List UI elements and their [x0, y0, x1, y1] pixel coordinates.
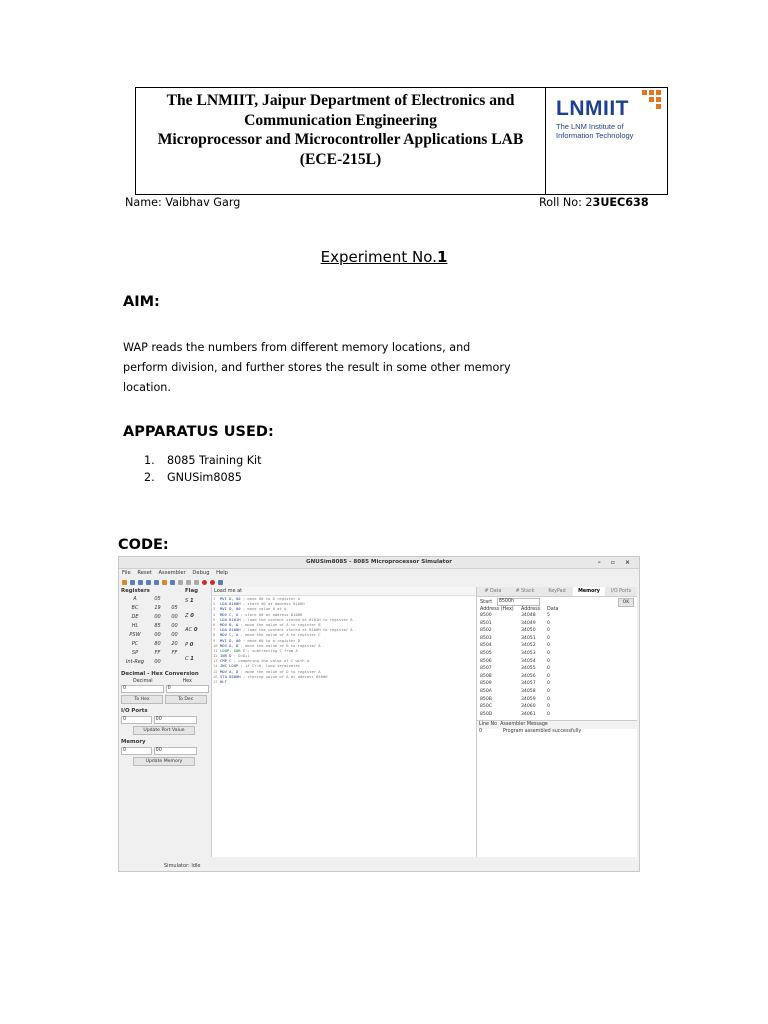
update-memory-button[interactable]: Update Memory [133, 757, 195, 766]
title-line: (ECE-215L) [299, 150, 382, 168]
registers-label: Registers [121, 588, 150, 594]
memory-table [477, 612, 637, 718]
code-line: 11 LOOP: SUB C ; subtracting C from A [213, 647, 298, 653]
save-as-icon[interactable] [146, 580, 151, 585]
flag-p: P 0 [185, 641, 194, 648]
update-port-button[interactable]: Update Port Value [133, 726, 195, 735]
code-line: 8 MOV C, A ; move the value of A to register C [213, 632, 321, 638]
menu-reset[interactable]: Reset [137, 570, 152, 576]
assemble-icon[interactable] [162, 580, 167, 585]
save-icon[interactable] [138, 580, 143, 585]
table-row: 8502 34050 0 [480, 628, 550, 634]
roll-number: Roll No: 23UEC638 [539, 196, 649, 209]
flag-c: C 1 [185, 656, 194, 662]
registers-table: A 05 BC 19 05 DE 00 00 HL 85 00 PSW 00 00 PC 80 20 SP FF FF Int-Reg 00 [125, 596, 178, 665]
io-value-input[interactable]: 00 [154, 716, 197, 724]
table-row: 8504 34052 0 [480, 643, 550, 649]
assembler-message-header: Line No Assembler Message [477, 720, 637, 729]
start-address-input[interactable]: 8500h [497, 598, 540, 606]
hex-input[interactable]: 0 [166, 685, 209, 693]
right-tabs [477, 587, 637, 597]
step-over-icon[interactable] [186, 580, 191, 585]
simulator-titlebar: GNUSim8085 - 8085 Microprocessor Simulator – ▫ × [119, 557, 639, 569]
simulator-menubar [119, 569, 639, 577]
assembler-messages [477, 729, 637, 734]
code-line: 14 JNC LOOP ; if CY=0, loop terminates [213, 663, 301, 669]
new-file-icon[interactable] [122, 580, 127, 585]
table-row: 8506 34054 0 [480, 658, 550, 664]
io-port-input[interactable]: 0 [121, 716, 152, 724]
aim-heading: AIM: [123, 294, 160, 310]
window-controls-icon[interactable]: – ▫ × [597, 559, 634, 566]
step-in-icon[interactable] [178, 580, 183, 585]
memory-panel [477, 587, 637, 857]
breakpoint-icon[interactable] [210, 580, 215, 585]
memory-table-header: Address (Hex) Address Data [480, 607, 559, 612]
lnmiit-logo [546, 88, 667, 194]
code-line: 12 INR D ; D=D+1 [213, 653, 250, 659]
flags-panel: Flag S 1 Z 0 AC 0 P 0 C 1 [185, 587, 207, 671]
table-row: 8505 34053 0 [480, 650, 550, 656]
menu-assembler[interactable]: Assembler [158, 570, 186, 576]
menu-debug[interactable]: Debug [192, 570, 210, 576]
menu-file[interactable]: File [122, 570, 131, 576]
memory-label: Memory [121, 739, 146, 745]
logo-subtitle: The LNM Institute of Information Technology [556, 122, 634, 140]
flag-ac: AC 0 [185, 627, 198, 633]
list-item: 2. GNUSim8085 [144, 471, 242, 484]
tab-memory[interactable]: Memory [573, 587, 605, 596]
tab-keypad[interactable]: KeyPad [548, 589, 566, 594]
code-line: 17 HLT [213, 679, 230, 684]
decimal-input[interactable]: 0 [121, 685, 164, 693]
code-line: 1 MVI D, 00 ; move 00 to D register A [213, 596, 301, 601]
header-box [135, 87, 668, 195]
code-line: 3 MVI D, 00 ; move value 0 at A [213, 606, 287, 612]
dec-hex-label: Decimal - Hex Conversion [121, 671, 199, 677]
to-dec-button[interactable]: To Dec [165, 695, 207, 704]
title-line: Microprocessor and Microcontroller Applications LAB [157, 131, 524, 148]
simulator-screenshot [118, 556, 640, 872]
table-row: 8501 34049 0 [480, 620, 550, 626]
execute-icon[interactable] [170, 580, 175, 585]
code-line: 5 LDA 8101H ; load the content stored at 8101H to register A [213, 616, 353, 622]
step-out-icon[interactable] [194, 580, 199, 585]
header-title [136, 88, 546, 194]
ok-button[interactable]: OK [618, 598, 634, 607]
menu-help[interactable]: Help [216, 570, 228, 576]
flag-z: Z 0 [185, 612, 194, 619]
load-me-at-label: Load me at [212, 587, 476, 596]
logo-text: LNMIIT [556, 97, 629, 120]
memory-value-input[interactable]: 00 [154, 747, 197, 755]
settings-icon[interactable] [218, 580, 223, 585]
logo-grid-icon [642, 90, 662, 110]
list-item: 1. 8085 Training Kit [144, 454, 262, 467]
code-line: 2 LDA 8100H ; store 00 at address 8100H [213, 601, 305, 607]
code-line: 7 LDA 8100H ; load the content stored at 8100H to register A [213, 627, 353, 633]
tab-data[interactable]: # Data [484, 589, 502, 594]
table-row: 850D 34061 0 [480, 711, 550, 717]
status-bar: Simulator: Idle [164, 863, 201, 869]
code-line: 6 MOV B, A ; move the value of A to register B [213, 621, 321, 627]
table-row: 8503 34051 0 [480, 635, 550, 641]
table-row: 8500 34048 5 [480, 613, 550, 618]
io-ports-label: I/O Ports [121, 708, 148, 714]
list-item: 0 Program assembled successfully [479, 729, 582, 735]
code-editor[interactable] [211, 587, 477, 857]
table-row: 850C 34060 0 [480, 704, 550, 710]
code-line: 10 MOV A, B ; move the value of B to register A [213, 642, 321, 648]
tab-stack[interactable]: # Stack [515, 589, 535, 594]
table-row: 850B 34059 0 [480, 696, 550, 702]
code-line: 9 MVI D, 00 ; move 00 to a register D [213, 637, 301, 643]
start-row: Start 8500h OK [477, 597, 637, 607]
table-row: 8509 34057 0 [480, 681, 550, 687]
print-icon[interactable] [154, 580, 159, 585]
simulator-toolbar [119, 577, 639, 587]
table-row: 8508 34056 0 [480, 673, 550, 679]
flag-s: S 1 [185, 598, 194, 604]
stop-icon[interactable] [202, 580, 207, 585]
registers-panel: Registers A 05 BC 19 05 DE 00 00 HL 85 00 PSW 00 00 PC 80 20 SP FF FF Int-Reg 00 Flag S 1 Z 0 AC 0 P 0 C 1 Decimal - Hex Conversion Decimal Hex 0 0 To Hex To Dec I/O Ports 0 00 Update Port Value Memory 0 00 Update Memory [121, 587, 209, 857]
open-icon[interactable] [130, 580, 135, 585]
code-heading: CODE: [118, 537, 169, 553]
title-line: The LNMIIT, Jaipur Department of Electronics and [166, 92, 515, 109]
code-lines [212, 596, 476, 684]
table-row: 8507 34055 0 [480, 666, 550, 672]
title-line: Communication Engineering [244, 111, 437, 129]
code-line: 15 MOV A, D ; move the value of D to register A [213, 668, 321, 674]
table-row: 850A 34058 0 [480, 688, 550, 694]
aim-text: WAP reads the numbers from different memory locations, and perform division, and further stores the result in some other memory location. [123, 341, 511, 394]
memory-address-input[interactable]: 0 [121, 747, 152, 755]
code-line: 4 MOV C, A ; store 00 at address 8100H [213, 611, 303, 617]
code-line: 13 CMP C ; comparing the value of C with A [213, 658, 310, 664]
experiment-title: Experiment No.1 [320, 248, 448, 266]
to-hex-button[interactable]: To Hex [121, 695, 163, 704]
code-line: 16 STA 8500H ; storing value of A at address 8500H [213, 673, 328, 679]
student-name: Name: Vaibhav Garg [125, 196, 241, 209]
apparatus-list [144, 452, 262, 486]
tab-io-ports[interactable]: I/O Ports [610, 589, 632, 594]
apparatus-heading: APPARATUS USED: [123, 424, 274, 440]
